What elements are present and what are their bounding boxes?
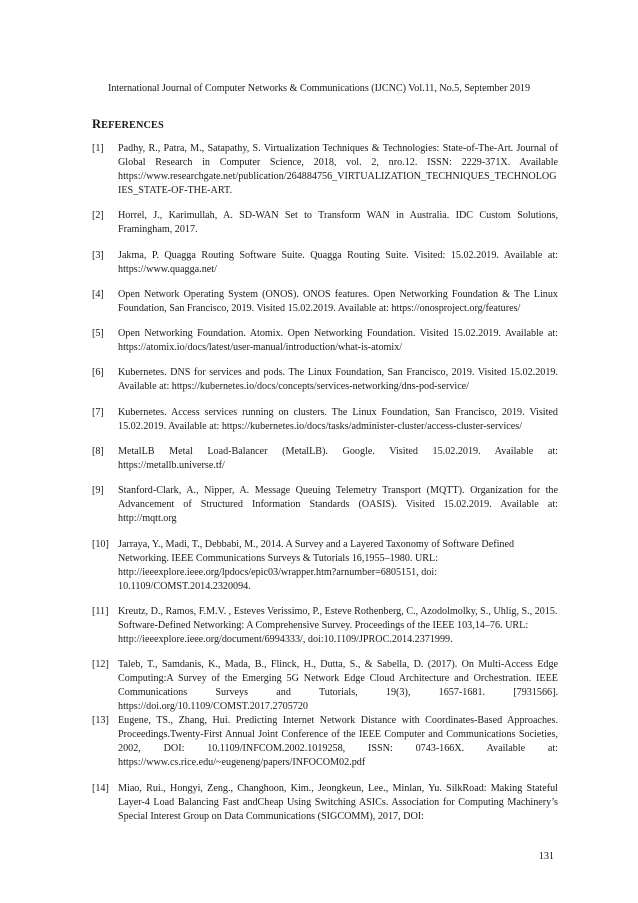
reference-item bbox=[92, 142, 558, 198]
reference-text: Kubernetes. DNS for services and pods. The Linux Foundation, San Francisco, 2019. Visited 15.02.2019. Available at: https://kubernetes.io/docs/concepts/services-networking/dns-pod-service/ bbox=[118, 367, 558, 393]
reference-number: [3] bbox=[92, 249, 104, 261]
reference-number: [6] bbox=[92, 367, 104, 379]
reference-number: [4] bbox=[92, 288, 104, 300]
references-heading bbox=[92, 117, 164, 132]
references-heading-rest: EFERENCES bbox=[101, 120, 164, 131]
reference-item bbox=[92, 605, 558, 647]
reference-number: [12] bbox=[92, 659, 109, 671]
reference-item bbox=[92, 288, 558, 316]
references-heading-initial: R bbox=[92, 117, 102, 131]
reference-item bbox=[92, 445, 558, 473]
reference-item bbox=[92, 538, 558, 594]
reference-item bbox=[92, 782, 558, 824]
reference-item bbox=[92, 366, 558, 394]
reference-text: Open Networking Foundation. Atomix. Open Networking Foundation. Visited 15.02.2019. Available at: https://atomix.io/docs/latest/user-manual/introduction/what-is-atomix/ bbox=[118, 328, 558, 354]
reference-item bbox=[92, 327, 558, 355]
reference-number: [14] bbox=[92, 782, 109, 794]
reference-text: Open Network Operating System (ONOS). ONOS features. Open Networking Foundation & The Linux Foundation, San Francisco, 2019. Visited 15.02.2019. Available at: https://onosproject.org/features/ bbox=[118, 288, 558, 314]
reference-text: Kubernetes. Access services running on clusters. The Linux Foundation, San Francisco, 2019. Visited 15.02.2019. Available at: https://kubernetes.io/docs/tasks/administer-cluster/access-cluster-services/ bbox=[118, 406, 558, 432]
reference-text: MetalLB Metal Load-Balancer (MetalLB). Google. Visited 15.02.2019. Available at: https://metallb.universe.tf/ bbox=[118, 446, 558, 472]
reference-number: [1] bbox=[92, 143, 104, 154]
reference-number: [10] bbox=[92, 538, 109, 550]
reference-item bbox=[92, 658, 558, 714]
reference-number: [5] bbox=[92, 328, 104, 340]
reference-item bbox=[92, 406, 558, 434]
reference-list bbox=[92, 142, 558, 835]
reference-text: Eugene, TS., Zhang, Hui. Predicting Internet Network Distance with Coordinates-Based Approaches. Proceedings.Twenty-First Annual Joint Conference of the IEEE Computer and Communications Societies, 2002, DOI: 10.1109/INFCOM.2002.1019258, ISSN: 0743-166X. Available at: https://www.cs.rice.edu/~eugeneng/papers/INFOCOM02.pdf bbox=[118, 715, 558, 769]
reference-text: Padhy, R., Patra, M., Satapathy, S. Virtualization Techniques & Technologies: State-of-The-Art. Journal of Global Research in Computer Science, 2018, vol. 2, nro.12. ISSN: 2229-371X. Available https://www.researchgate.net/publication/264884756_VIRTUALIZATION_TECHNIQUES_TECHNOLOGIES_STATE-OF-THE-ART. bbox=[118, 143, 558, 196]
reference-item bbox=[92, 484, 558, 526]
reference-number: [9] bbox=[92, 485, 104, 497]
reference-text: Stanford-Clark, A., Nipper, A. Message Queuing Telemetry Transport (MQTT). Organization for the Advancement of Structured Information Standards (OASIS). Visited 15.02.2019. Available at: http://mqtt.org bbox=[118, 485, 558, 525]
reference-number: [11] bbox=[92, 605, 109, 617]
reference-text: Jarraya, Y., Madi, T., Debbabi, M., 2014. A Survey and a Layered Taxonomy of Software Defined Networking. IEEE Communications Surveys & Tutorials 16,1955–1980. URL: http://ieeexplore.ieee.org/lpdocs/epic03/wrapper.htm?arnumber=6805151, doi: 10.1109/COMST.2014.2320094. bbox=[118, 538, 515, 592]
reference-number: [2] bbox=[92, 210, 104, 222]
reference-text: Kreutz, D., Ramos, F.M.V. , Esteves Verissimo, P., Esteve Rothenberg, C., Azodolmolky, S., Uhlig, S., 2015. Software-Defined Networking: A Comprehensive Survey. Proceedings of the IEEE 103,14–76. URL: http://ieeexplore.ieee.org/document/6994333/, doi:10.1109/JPROC.2014.2371999. bbox=[118, 605, 558, 645]
reference-item bbox=[92, 714, 558, 770]
reference-number: [13] bbox=[92, 715, 109, 727]
reference-item bbox=[92, 249, 558, 277]
reference-item bbox=[92, 209, 558, 237]
reference-text: Horrel, J., Karimullah, A. SD-WAN Set to Transform WAN in Australia. IDC Custom Solutions, Framingham, 2017. bbox=[118, 210, 558, 236]
reference-text: Miao, Rui., Hongyi, Zeng., Changhoon, Kim., Jeongkeun, Lee., Minlan, Yu. SilkRoad: Making Stateful Layer-4 Load Balancing Fast andCheap Using Switching ASICs. Association for Computing Machinery’s Special Interest Group on Data Communications (SIGCOMM), 2017, DOI: bbox=[118, 782, 558, 822]
reference-number: [7] bbox=[92, 406, 104, 418]
page-number: 131 bbox=[538, 851, 554, 862]
running-header: International Journal of Computer Networks & Communications (IJCNC) Vol.11, No.5, September 2019 bbox=[108, 83, 530, 94]
reference-number: [8] bbox=[92, 446, 104, 458]
reference-text: Taleb, T., Samdanis, K., Mada, B., Flinck, H., Dutta, S., & Sabella, D. (2017). On Multi-Access Edge Computing:A Survey of the Emerging 5G Network Edge Cloud Architecture and Orchestration. IEEE Communications Surveys and Tutorials, 19(3), 1657-1681. [7931566]. https://doi.org/10.1109/COMST.2017.2705720 bbox=[118, 659, 558, 713]
reference-text: Jakma, P. Quagga Routing Software Suite. Quagga Routing Suite. Visited: 15.02.2019. Available at: https://www.quagga.net/ bbox=[118, 249, 558, 275]
